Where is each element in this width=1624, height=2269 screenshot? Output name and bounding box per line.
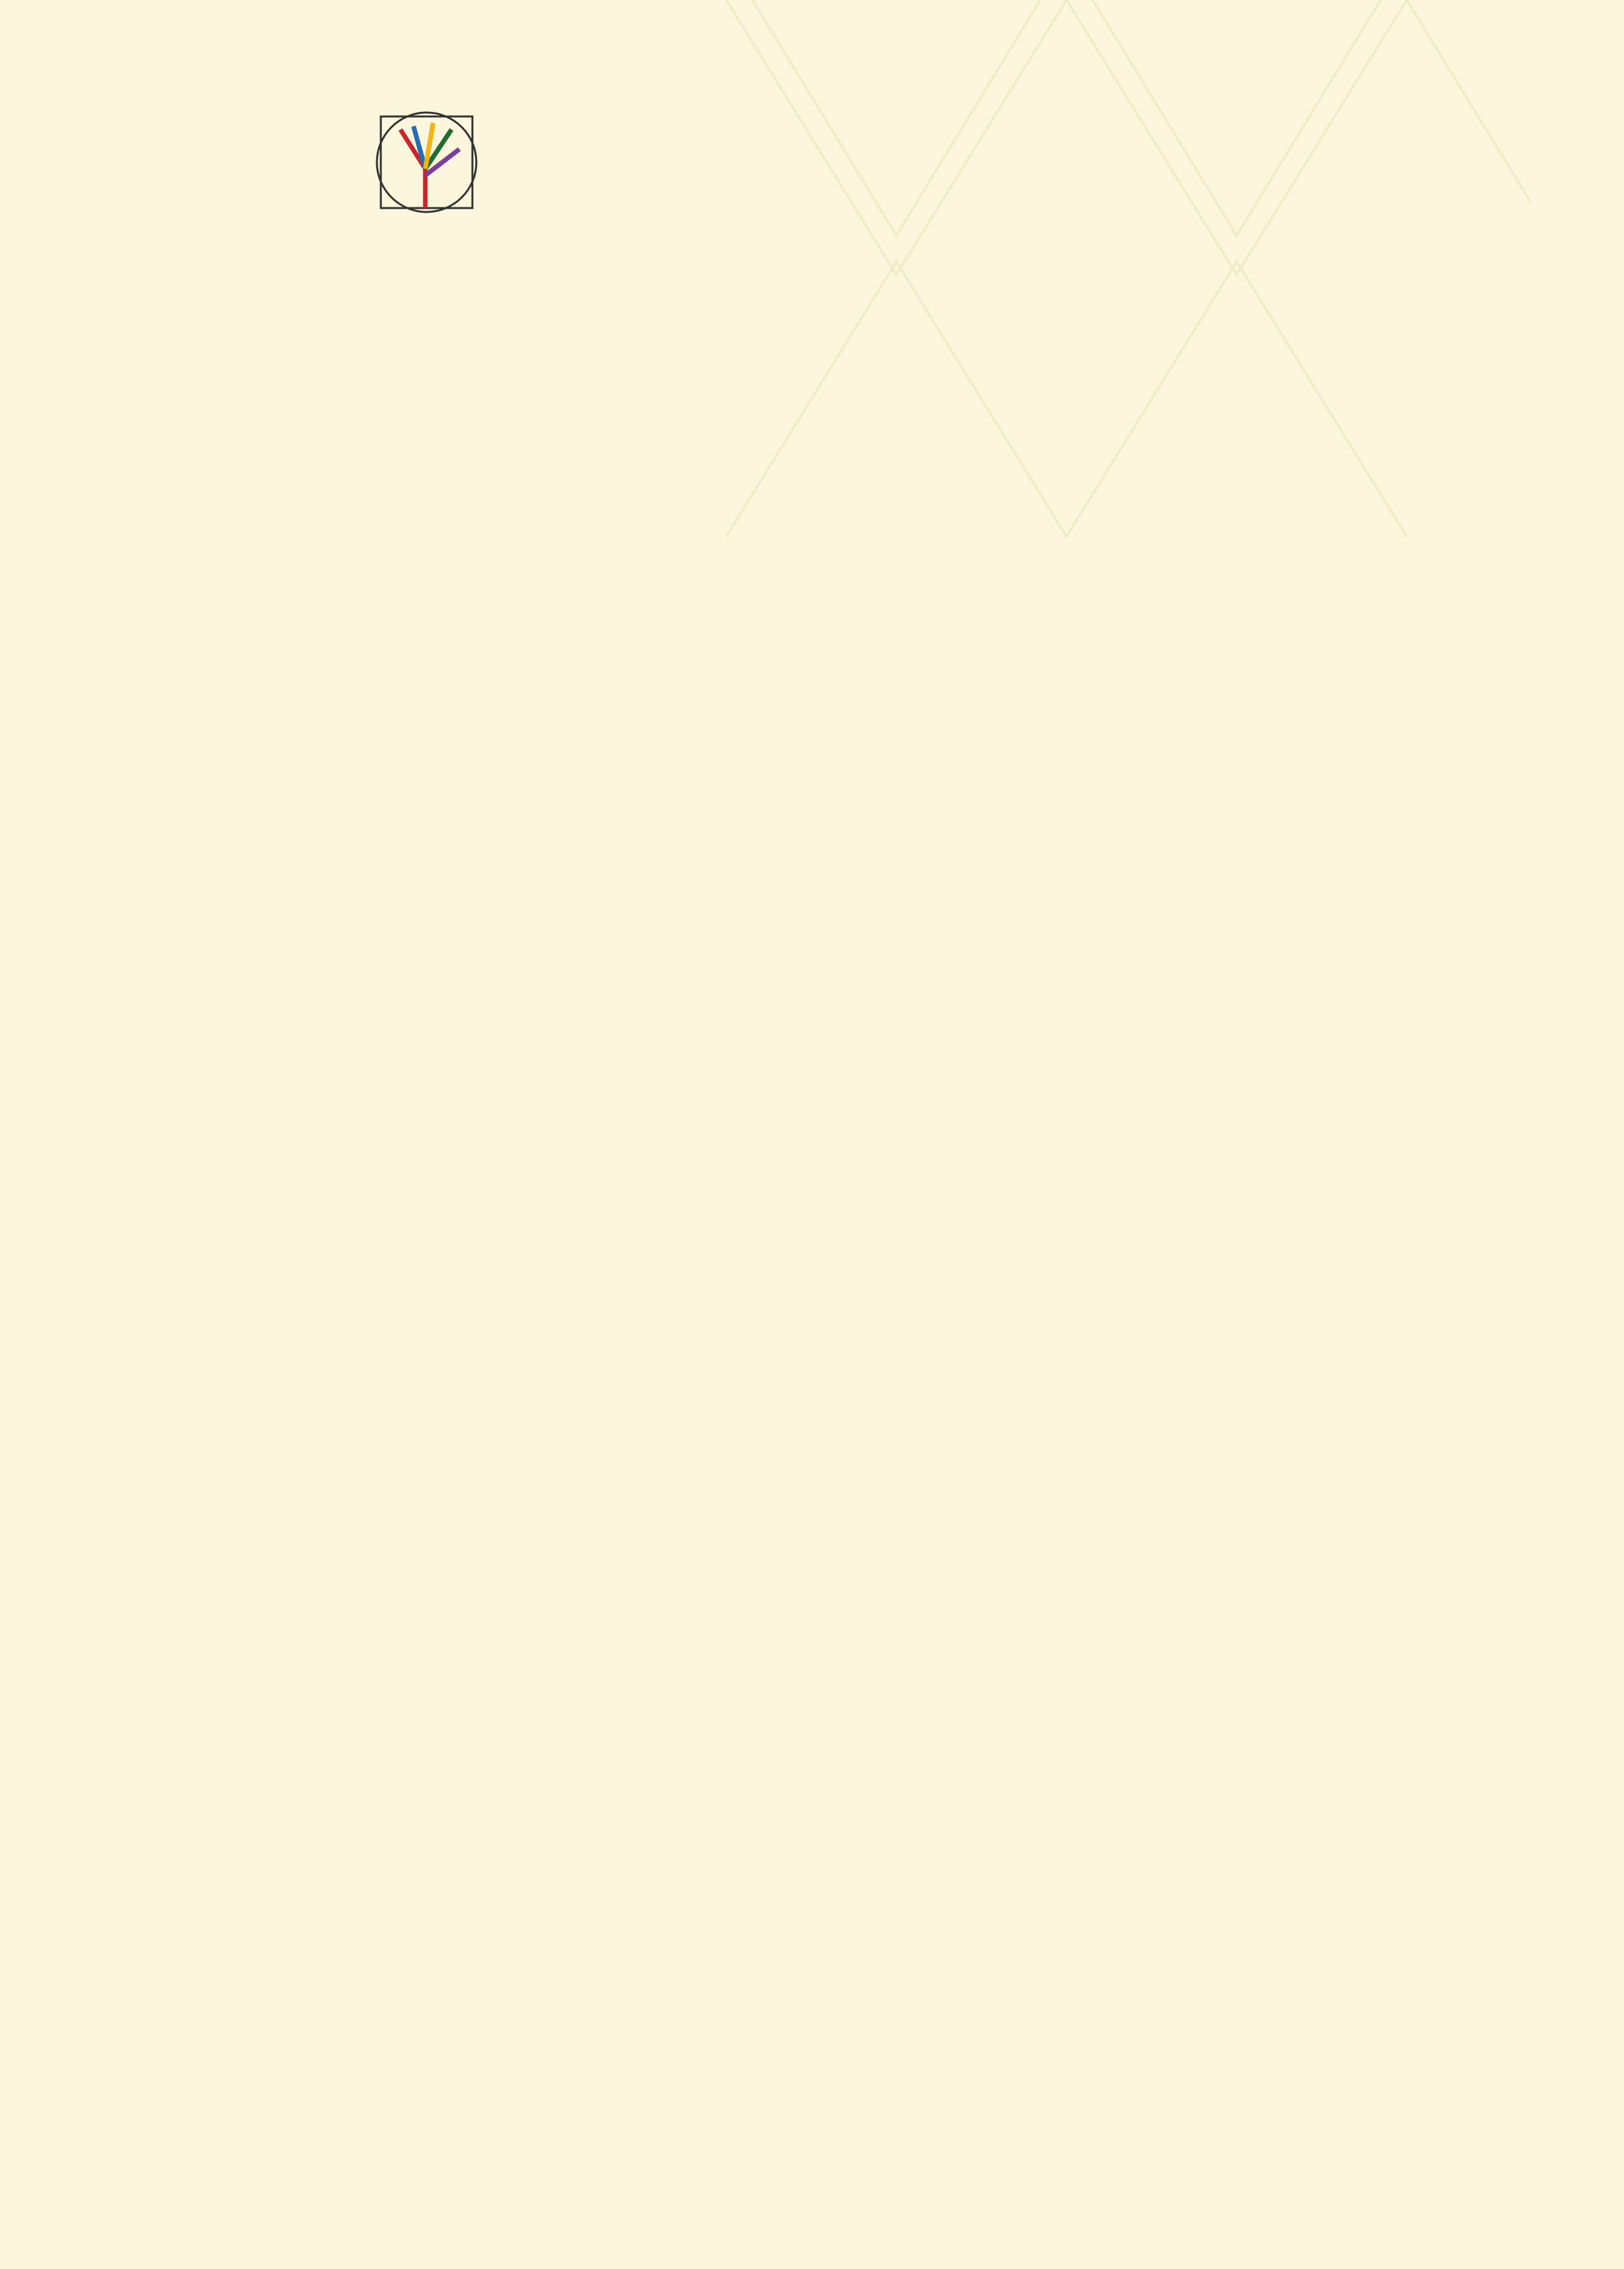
chevron-watermark	[726, 0, 1531, 536]
radium-tile	[156, 119, 254, 217]
polonium-tile	[39, 119, 137, 217]
tree-icon	[374, 103, 485, 215]
sodium-tile	[259, 119, 357, 217]
festival-logo	[374, 103, 485, 217]
